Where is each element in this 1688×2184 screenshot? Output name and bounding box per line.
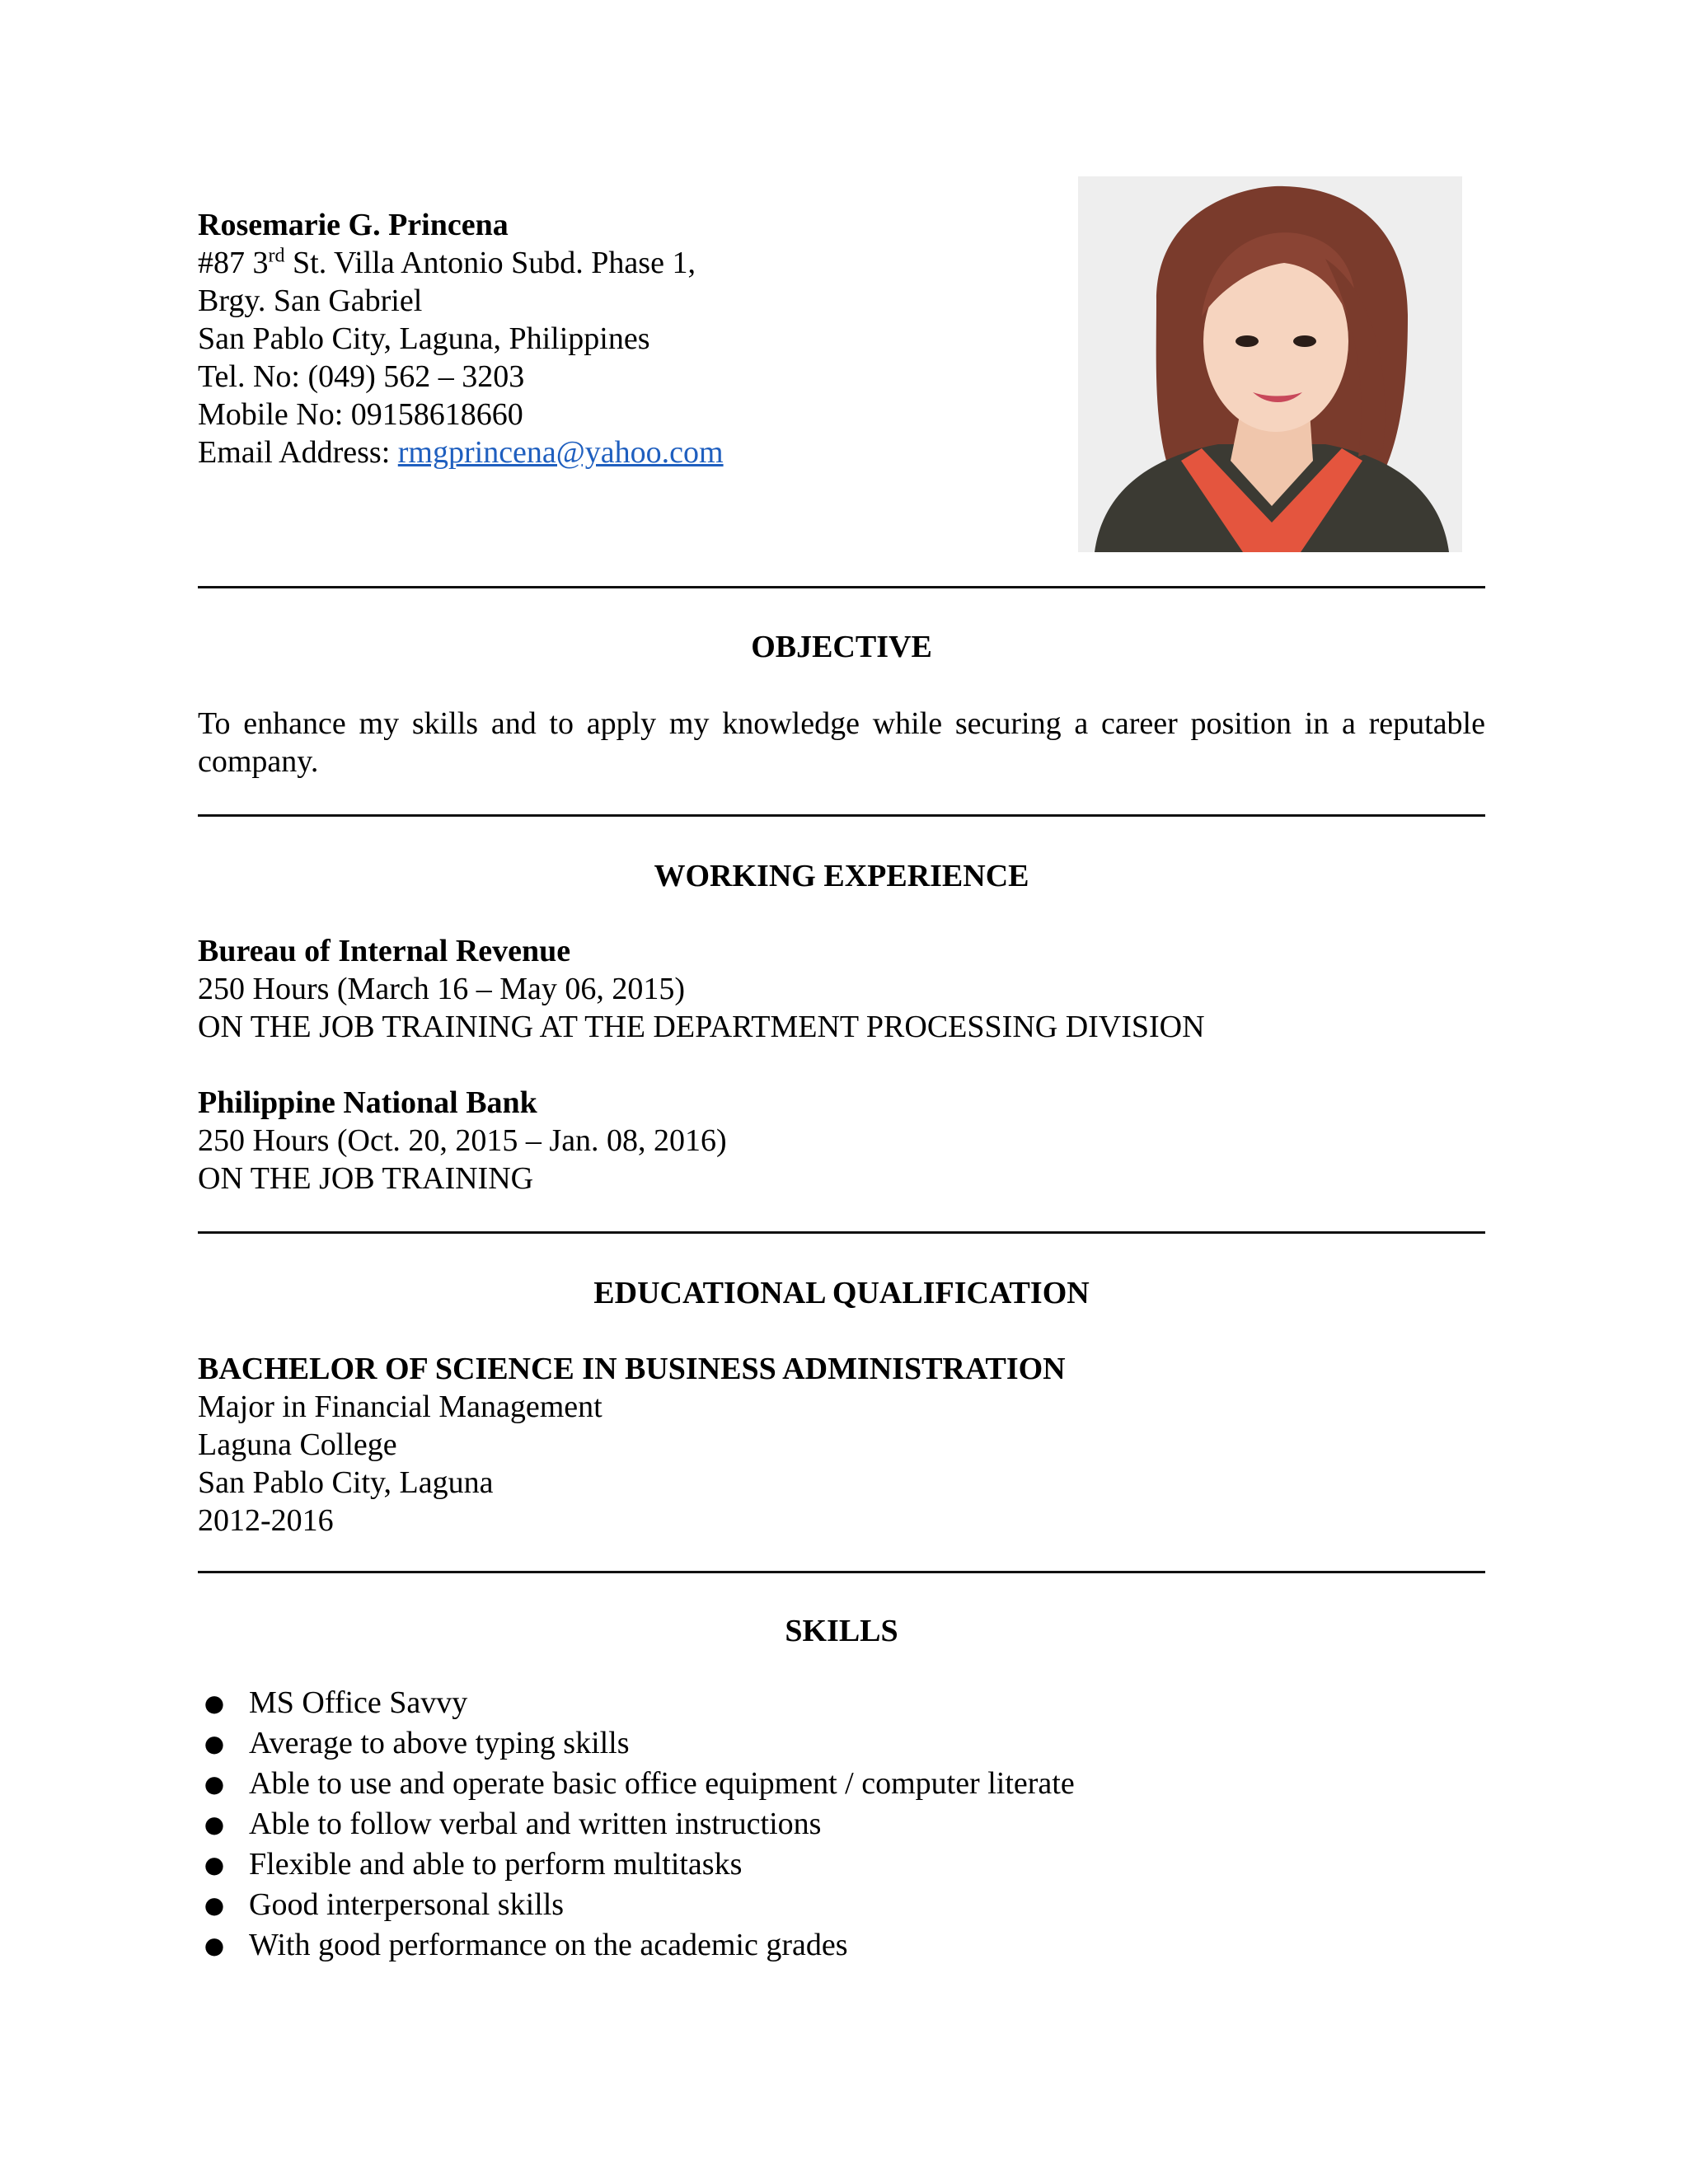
address-line-3: San Pablo City, Laguna, Philippines <box>198 321 650 356</box>
bullet-icon: ● <box>204 1932 225 1959</box>
skill-item <box>198 1804 1485 1844</box>
objective-text: To enhance my skills and to apply my knowledge while securing a career position in a reputable company. <box>198 706 1485 779</box>
skill-item <box>198 1885 1485 1925</box>
address-street: St. Villa Antonio Subd. Phase 1, <box>284 246 696 280</box>
skill-text: Able to follow verbal and written instructions <box>249 1807 822 1841</box>
education-heading: EDUCATIONAL QUALIFICATION <box>593 1276 1090 1310</box>
applicant-name: Rosemarie G. Princena <box>198 208 509 242</box>
bullet-icon: ● <box>204 1730 225 1757</box>
skill-text: MS Office Savvy <box>249 1685 468 1720</box>
skill-item <box>198 1925 1485 1966</box>
skill-text: With good performance on the academic grades <box>249 1928 848 1962</box>
bullet-icon: ● <box>204 1891 225 1919</box>
job-2-role: ON THE JOB TRAINING <box>198 1161 534 1196</box>
objective-heading: OBJECTIVE <box>751 630 932 664</box>
bullet-icon: ● <box>204 1690 225 1717</box>
bullet-icon: ● <box>204 1851 225 1878</box>
skill-item <box>198 1844 1485 1885</box>
bullet-icon: ● <box>204 1811 225 1838</box>
job-2-duration: 250 Hours (Oct. 20, 2015 – Jan. 08, 2016) <box>198 1123 727 1158</box>
mobile: Mobile No: 09158618660 <box>198 397 523 432</box>
job-2 <box>198 1084 1485 1197</box>
divider-2 <box>198 814 1485 817</box>
education-block <box>198 1350 1485 1540</box>
email-line <box>198 434 1022 471</box>
skills-list <box>198 1683 1485 1966</box>
address-line-2: Brgy. San Gabriel <box>198 284 423 318</box>
job-1-role: ON THE JOB TRAINING AT THE DEPARTMENT PROCESSING DIVISION <box>198 1010 1205 1044</box>
school-location: San Pablo City, Laguna <box>198 1465 494 1500</box>
skill-item <box>198 1764 1485 1804</box>
major: Major in Financial Management <box>198 1390 603 1424</box>
skill-text: Average to above typing skills <box>249 1726 630 1760</box>
skill-item <box>198 1683 1485 1723</box>
skill-item <box>198 1723 1485 1764</box>
job-1-employer: Bureau of Internal Revenue <box>198 934 571 968</box>
profile-photo-illustration <box>1078 176 1462 552</box>
bullet-icon: ● <box>204 1770 225 1797</box>
experience-heading: WORKING EXPERIENCE <box>654 859 1029 893</box>
job-2-employer: Philippine National Bank <box>198 1085 537 1120</box>
address-number: #87 3 <box>198 246 269 280</box>
skill-text: Able to use and operate basic office equipment / computer literate <box>249 1766 1075 1801</box>
telephone: Tel. No: (049) 562 – 3203 <box>198 359 525 394</box>
school: Laguna College <box>198 1427 397 1462</box>
divider-4 <box>198 1571 1485 1573</box>
degree: BACHELOR OF SCIENCE IN BUSINESS ADMINISTRATION <box>198 1352 1066 1386</box>
skill-text: Flexible and able to perform multitasks <box>249 1847 743 1882</box>
divider-1 <box>198 586 1485 588</box>
skills-heading: SKILLS <box>785 1614 898 1648</box>
profile-photo <box>1078 176 1462 552</box>
job-1 <box>198 932 1485 1046</box>
address-ordinal: rd <box>268 245 285 267</box>
contact-block <box>198 206 1022 471</box>
skill-text: Good interpersonal skills <box>249 1887 565 1922</box>
email-label: Email Address: <box>198 435 398 470</box>
email-link[interactable]: rmgprincena@yahoo.com <box>397 435 724 470</box>
divider-3 <box>198 1231 1485 1234</box>
address-line-1 <box>198 244 1022 282</box>
job-1-duration: 250 Hours (March 16 – May 06, 2015) <box>198 972 686 1006</box>
school-years: 2012-2016 <box>198 1503 334 1538</box>
